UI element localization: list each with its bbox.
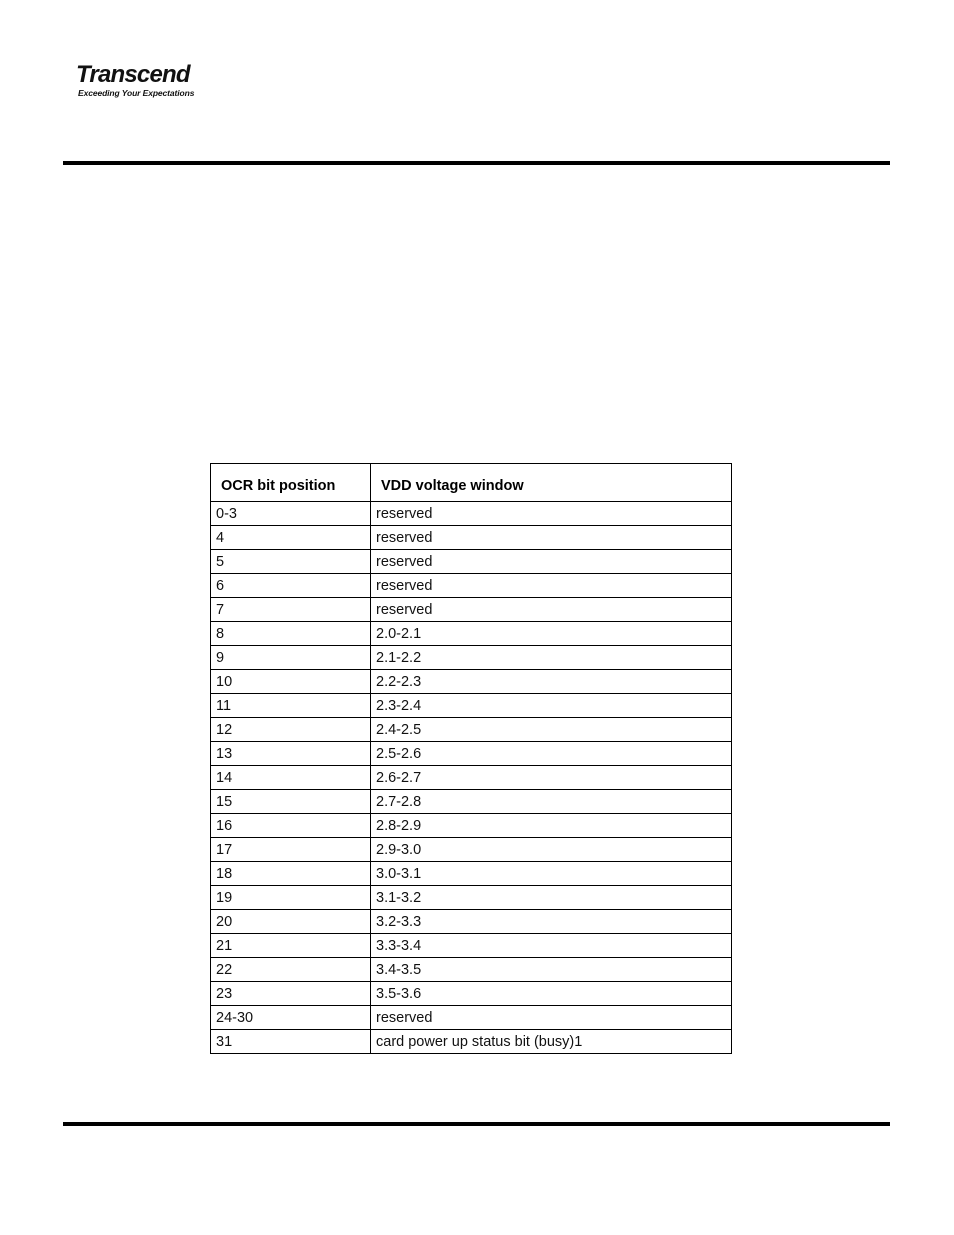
cell-bit-position: 17	[211, 838, 371, 862]
cell-vdd-window: 3.3-3.4	[371, 934, 732, 958]
cell-bit-position: 5	[211, 550, 371, 574]
cell-bit-position: 16	[211, 814, 371, 838]
cell-vdd-window: 2.3-2.4	[371, 694, 732, 718]
column-header-vdd-window: VDD voltage window	[371, 464, 732, 502]
cell-vdd-window: 2.6-2.7	[371, 766, 732, 790]
cell-vdd-window: 2.2-2.3	[371, 670, 732, 694]
table-row	[211, 790, 732, 814]
cell-vdd-window: 2.5-2.6	[371, 742, 732, 766]
footer-rule	[63, 1122, 890, 1126]
cell-bit-position: 11	[211, 694, 371, 718]
cell-bit-position: 21	[211, 934, 371, 958]
company-logo	[76, 62, 236, 102]
header-rule	[63, 161, 890, 165]
table-row	[211, 1006, 732, 1030]
ocr-register-table	[210, 463, 732, 1054]
cell-bit-position: 13	[211, 742, 371, 766]
cell-bit-position: 10	[211, 670, 371, 694]
cell-bit-position: 8	[211, 622, 371, 646]
table-row	[211, 982, 732, 1006]
cell-bit-position: 31	[211, 1030, 371, 1054]
table-row	[211, 1030, 732, 1054]
cell-vdd-window: 2.8-2.9	[371, 814, 732, 838]
cell-vdd-window: card power up status bit (busy)1	[371, 1030, 732, 1054]
table-row	[211, 574, 732, 598]
cell-bit-position: 19	[211, 886, 371, 910]
table-row	[211, 526, 732, 550]
cell-vdd-window: reserved	[371, 526, 732, 550]
table-row	[211, 550, 732, 574]
table-header-row	[211, 464, 732, 502]
cell-bit-position: 18	[211, 862, 371, 886]
table-row	[211, 766, 732, 790]
table-row	[211, 670, 732, 694]
table-row	[211, 814, 732, 838]
cell-vdd-window: 2.9-3.0	[371, 838, 732, 862]
cell-bit-position: 6	[211, 574, 371, 598]
cell-bit-position: 0-3	[211, 502, 371, 526]
cell-bit-position: 4	[211, 526, 371, 550]
cell-vdd-window: 2.7-2.8	[371, 790, 732, 814]
cell-vdd-window: reserved	[371, 1006, 732, 1030]
cell-bit-position: 14	[211, 766, 371, 790]
cell-bit-position: 24-30	[211, 1006, 371, 1030]
table-row	[211, 886, 732, 910]
table-row	[211, 838, 732, 862]
cell-vdd-window: 3.1-3.2	[371, 886, 732, 910]
cell-bit-position: 15	[211, 790, 371, 814]
logo-name: Transcend	[76, 61, 190, 88]
cell-vdd-window: reserved	[371, 598, 732, 622]
table-row	[211, 694, 732, 718]
cell-bit-position: 23	[211, 982, 371, 1006]
logo-tagline: Exceeding Your Expectations	[78, 88, 195, 98]
cell-bit-position: 12	[211, 718, 371, 742]
table-row	[211, 718, 732, 742]
table-row	[211, 862, 732, 886]
cell-vdd-window: 2.4-2.5	[371, 718, 732, 742]
table-row	[211, 910, 732, 934]
cell-vdd-window: 2.1-2.2	[371, 646, 732, 670]
cell-bit-position: 9	[211, 646, 371, 670]
cell-vdd-window: 3.0-3.1	[371, 862, 732, 886]
cell-vdd-window: 3.4-3.5	[371, 958, 732, 982]
column-header-bit-position: OCR bit position	[211, 464, 371, 502]
table-row	[211, 598, 732, 622]
table-row	[211, 958, 732, 982]
table-body	[211, 502, 732, 1054]
cell-vdd-window: reserved	[371, 550, 732, 574]
cell-vdd-window: 2.0-2.1	[371, 622, 732, 646]
cell-vdd-window: 3.5-3.6	[371, 982, 732, 1006]
cell-vdd-window: 3.2-3.3	[371, 910, 732, 934]
table-row	[211, 622, 732, 646]
cell-bit-position: 22	[211, 958, 371, 982]
cell-bit-position: 7	[211, 598, 371, 622]
table-row	[211, 934, 732, 958]
cell-vdd-window: reserved	[371, 502, 732, 526]
table-row	[211, 502, 732, 526]
cell-vdd-window: reserved	[371, 574, 732, 598]
cell-bit-position: 20	[211, 910, 371, 934]
table-row	[211, 646, 732, 670]
table-row	[211, 742, 732, 766]
